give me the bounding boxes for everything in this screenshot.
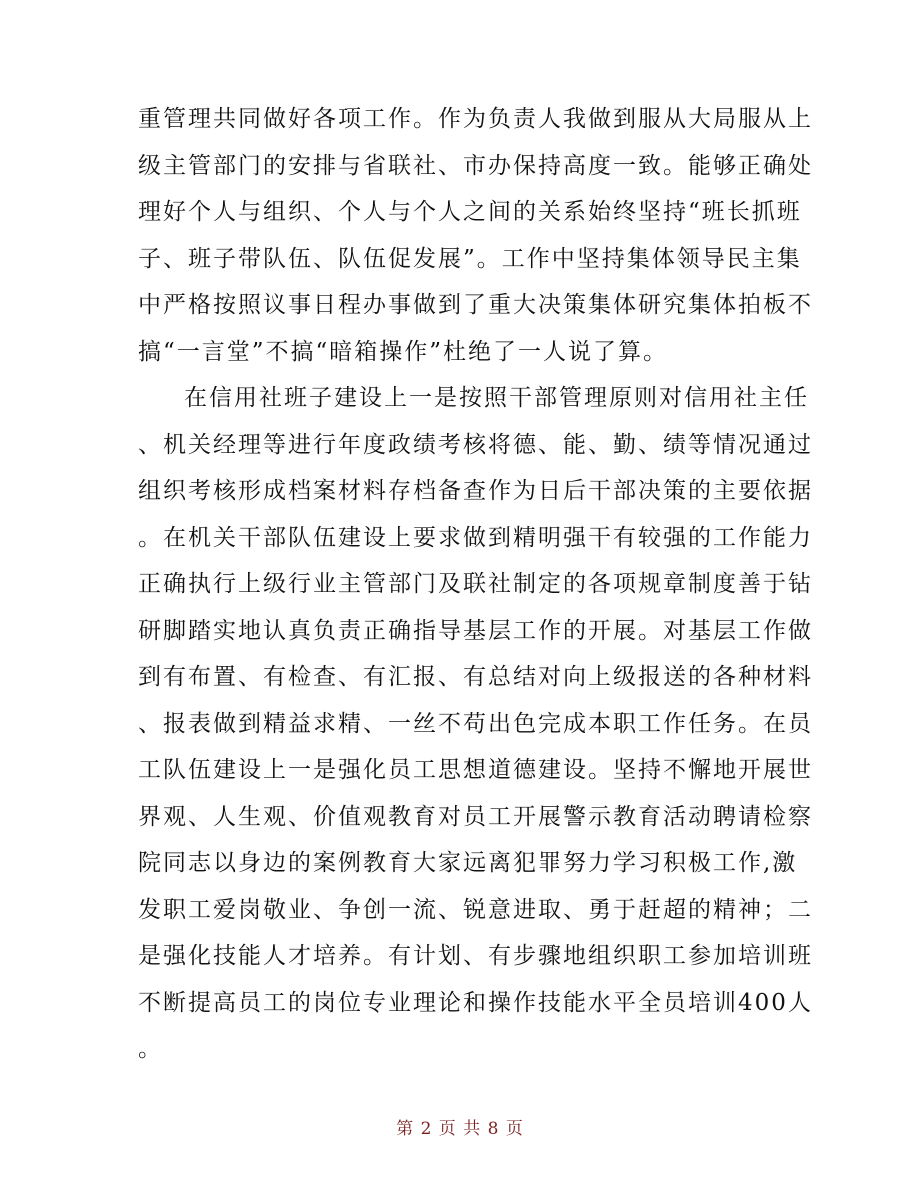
text-line: 重管理共同做好各项工作。作为负责人我做到服从大局服从上 <box>138 106 813 132</box>
text-line: 子、班子带队伍、队伍促发展”。工作中坚持集体领导民主集 <box>138 245 802 272</box>
text-line: 搞“一言堂”不搞“暗箱操作”杜绝了一人说了算。 <box>138 338 669 365</box>
text-line: 发职工爱岗敬业、争创一流、锐意进取、勇于赶超的精神；二 <box>138 896 813 923</box>
text-line: 组织考核形成档案材料存档备查作为日后干部决策的主要依据 <box>138 478 813 504</box>
text-line: 不断提高员工的岗位专业理论和操作技能水平全员培训400人 <box>138 989 813 1016</box>
text-line: 、报表做到精益求精、一丝不苟出色完成本职工作任务。在员 <box>138 710 813 737</box>
text-line: 院同志以身边的案例教育大家远离犯罪努力学习积极工作,激 <box>138 850 798 876</box>
text-line: 工队伍建设上一是强化员工思想道德建设。坚持不懈地开展世 <box>138 757 813 783</box>
paragraph-start-line: 在信用社班子建设上一是按照干部管理原则对信用社主任 <box>184 385 809 411</box>
text-line: 到有布置、有检查、有汇报、有总结对向上级报送的各种材料 <box>138 664 813 690</box>
text-line: 界观、人生观、价值观教育对员工开展警示教育活动聘请检察 <box>138 803 813 830</box>
text-line: 。 <box>138 1036 163 1062</box>
text-line: 理好个人与组织、个人与个人之间的关系始终坚持“班长抓班 <box>138 199 802 225</box>
text-line: 、机关经理等进行年度政绩考核将德、能、勤、绩等情况通过 <box>138 431 813 458</box>
text-line: 中严格按照议事日程办事做到了重大决策集体研究集体拍板不 <box>138 292 813 318</box>
page-number-footer: 第 2 页 共 8 页 <box>396 1119 524 1139</box>
text-line: 级主管部门的安排与省联社、市办保持高度一致。能够正确处 <box>138 152 813 179</box>
text-line: 。在机关干部队伍建设上要求做到精明强干有较强的工作能力 <box>138 524 813 551</box>
text-line: 正确执行上级行业主管部门及联社制定的各项规章制度善于钻 <box>138 571 813 597</box>
text-line: 研脚踏实地认真负责正确指导基层工作的开展。对基层工作做 <box>138 617 813 644</box>
text-line: 是强化技能人才培养。有计划、有步骤地组织职工参加培训班 <box>138 943 813 969</box>
document-body <box>138 96 813 1073</box>
